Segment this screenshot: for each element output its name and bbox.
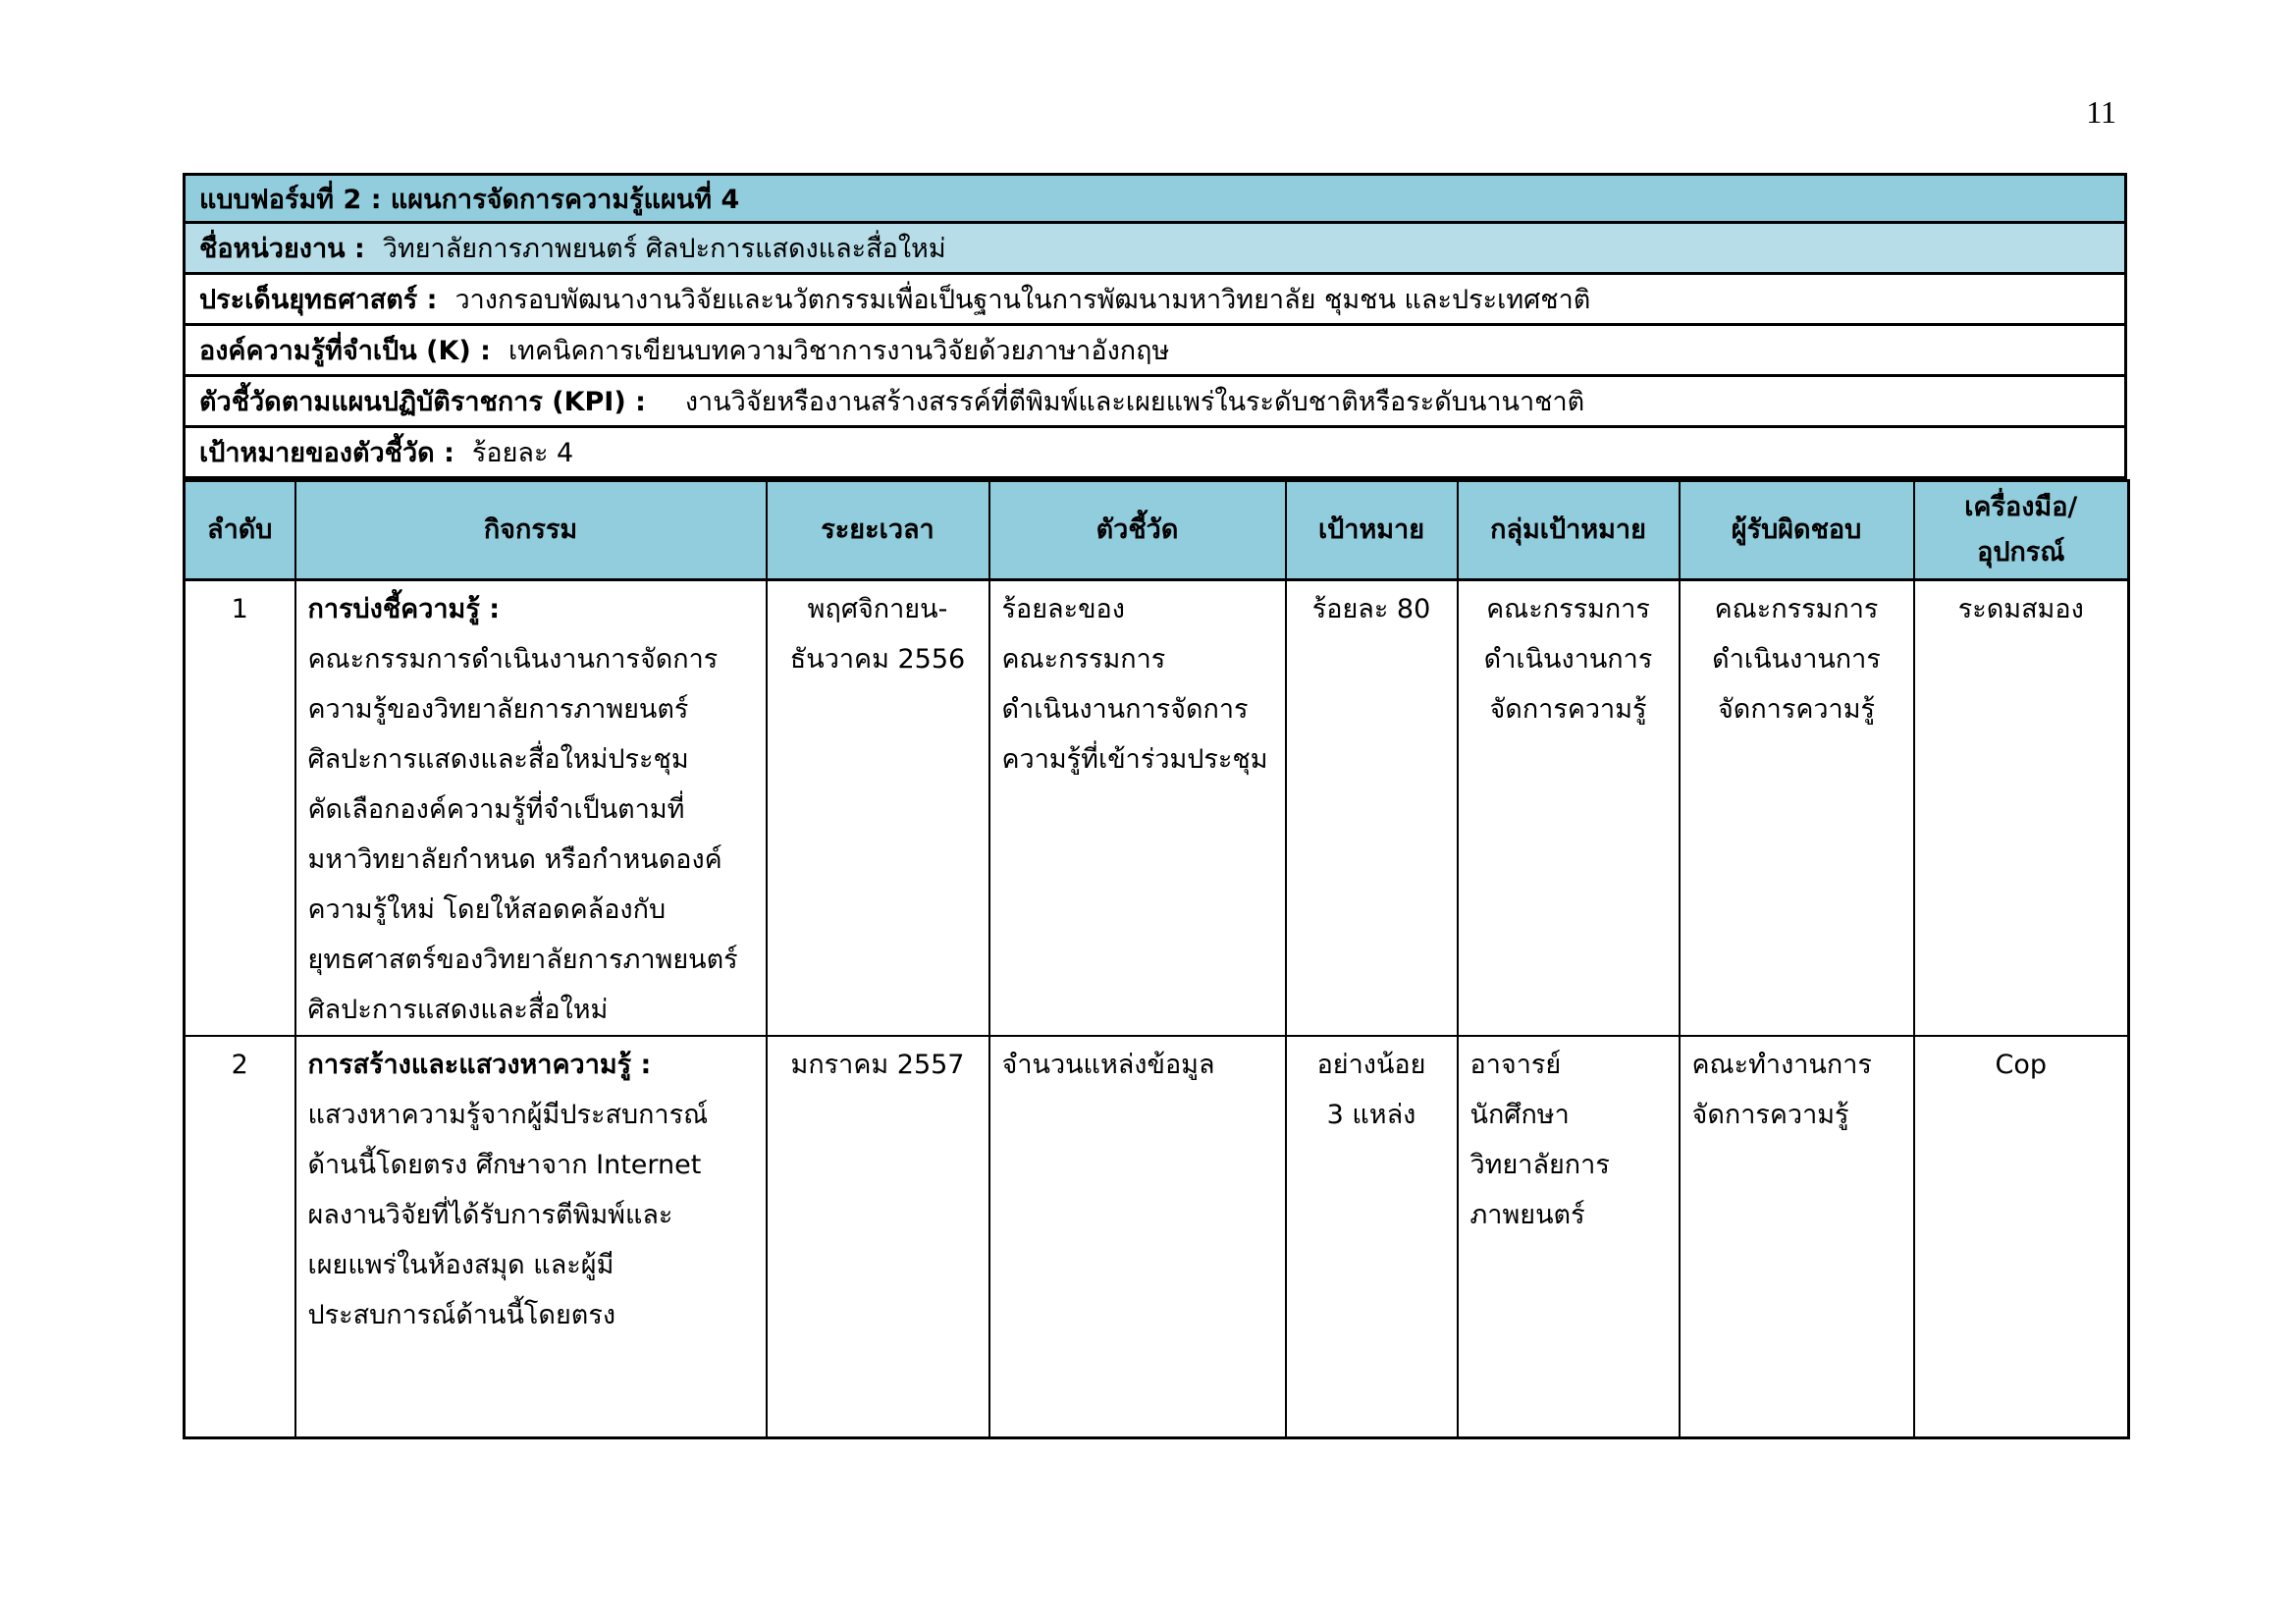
group-line: ดำเนินงานการ [1483,644,1653,675]
header-responsible: ผู้รับผิดชอบ [1680,481,1914,580]
activity-line: ความรู้ของวิทยาลัยการภาพยนตร์ [307,694,689,725]
header-no: ลำดับ [185,481,295,580]
group-line: จัดการความรู้ [1489,694,1647,725]
header-tools [1914,481,2129,580]
activity-line: ด้านนี้โดยตรง ศึกษาจาก Internet [307,1150,702,1180]
tools-line: ระดมสมอง [1957,594,2084,624]
group-line: วิทยาลัยการ [1469,1150,1610,1180]
knowledge-row [183,326,2127,377]
responsible-line: คณะกรรมการ [1714,594,1879,624]
page-number: 11 [2086,94,2116,130]
target-label: เป้าหมายของตัวชี้วัด : [199,438,454,468]
strategy-value: วางกรอบพัฒนางานวิจัยและนวัตกรรมเพื่อเป็นฐานในการพัฒนามหาวิทยาลัย ชุมชน และประเทศชาติ [454,285,1591,315]
unit-label: ชื่อหน่วยงาน : [199,234,365,264]
activity-line: คณะกรรมการดำเนินงานการจัดการ [307,644,719,675]
target-value: ร้อยละ 4 [471,438,574,468]
cell-responsible [1680,580,1914,1037]
responsible-line: จัดการความรู้ [1717,694,1876,725]
activity-line: เผยแพร่ในห้องสมุด และผู้มี [307,1250,614,1280]
kpi-label: ตัวชี้วัดตามแผนปฏิบัติราชการ (KPI) : [199,387,646,417]
form-title-row [183,173,2127,224]
table-row [185,580,2129,1037]
activity-line: มหาวิทยาลัยกำหนด หรือกำหนดองค์ [307,844,722,875]
group-line: นักศึกษา [1469,1100,1570,1130]
activity-line: ความรู้ใหม่ โดยให้สอดคล้องกับ [307,894,667,925]
cell-activity [295,1036,767,1438]
header-period: ระยะเวลา [767,481,989,580]
header-tools-line1: เครื่องมือ/ [1964,492,2078,522]
responsible-line: จัดการความรู้ [1691,1100,1849,1130]
responsible-line: ดำเนินงานการ [1712,644,1881,675]
indicator-line: ความรู้ที่เข้าร่วมประชุม [1001,744,1268,775]
activity-line: ผลงานวิจัยที่ได้รับการตีพิมพ์และ [307,1200,673,1230]
indicator-line: ดำเนินงานการจัดการ [1001,694,1249,725]
activity-line: แสวงหาความรู้จากผู้มีประสบการณ์ [307,1100,709,1130]
group-line: อาจารย์ [1469,1050,1562,1080]
km-plan-form [183,173,2127,1439]
activity-line: ศิลปะการแสดงและสื่อใหม่ [307,995,609,1025]
cell-no: 2 [185,1036,295,1438]
cell-period [767,580,989,1037]
cell-target-group [1458,580,1680,1037]
indicator-line: จำนวนแหล่งข้อมูล [1001,1050,1215,1080]
tools-line: Cop [1995,1050,2047,1080]
cell-responsible [1680,1036,1914,1438]
form-title: แบบฟอร์มที่ 2 : แผนการจัดการความรู้แผนที่ 4 [199,184,740,215]
cell-activity [295,580,767,1037]
kpi-row [183,377,2127,428]
period-line: มกราคม 2557 [790,1050,965,1080]
target-line: อย่างน้อย [1316,1050,1426,1080]
knowledge-label: องค์ความรู้ที่จำเป็น (K) : [199,336,491,366]
activity-line: ยุทธศาสตร์ของวิทยาลัยการภาพยนตร์ [307,945,738,975]
activity-line: ศิลปะการแสดงและสื่อใหม่ประชุม [307,744,689,775]
activities-table [183,479,2130,1439]
activity-line: ประสบการณ์ด้านนี้โดยตรง [307,1300,616,1330]
period-line: พฤศจิกายน- [807,594,948,624]
header-activity: กิจกรรม [295,481,767,580]
cell-target [1286,580,1458,1037]
unit-value: วิทยาลัยการภาพยนตร์ ศิลปะการแสดงและสื่อใหม่ [382,234,946,264]
cell-tools [1914,1036,2129,1438]
header-target-group: กลุ่มเป้าหมาย [1458,481,1680,580]
indicator-line: ร้อยละของ [1001,594,1125,624]
cell-target [1286,1036,1458,1438]
cell-indicator [989,1036,1286,1438]
table-row [185,1036,2129,1438]
unit-row [183,224,2127,275]
activity-title: การบ่งชี้ความรู้ : [307,594,501,624]
period-line: ธันวาคม 2556 [789,644,966,675]
cell-no: 1 [185,580,295,1037]
responsible-line: คณะทำงานการ [1691,1050,1872,1080]
activity-title: การสร้างและแสวงหาความรู้ : [307,1050,652,1080]
group-line: ภาพยนตร์ [1469,1200,1585,1230]
cell-tools [1914,580,2129,1037]
target-row [183,428,2127,479]
target-line: ร้อยละ 80 [1311,594,1431,624]
cell-indicator [989,580,1286,1037]
group-line: คณะกรรมการ [1486,594,1650,624]
cell-period [767,1036,989,1438]
activity-line: คัดเลือกองค์ความรู้ที่จำเป็นตามที่ [307,794,685,825]
header-indicator: ตัวชี้วัด [989,481,1286,580]
cell-target-group [1458,1036,1680,1438]
header-tools-line2: อุปกรณ์ [1977,537,2065,568]
indicator-line: คณะกรรมการ [1001,644,1166,675]
kpi-value: งานวิจัยหรืองานสร้างสรรค์ที่ตีพิมพ์และเผยแพร่ในระดับชาติหรือระดับนานาชาติ [684,387,1585,417]
header-target: เป้าหมาย [1286,481,1458,580]
target-line: 3 แหล่ง [1326,1100,1416,1130]
knowledge-value: เทคนิคการเขียนบทความวิชาการงานวิจัยด้วยภาษาอังกฤษ [507,336,1170,366]
table-header-row [185,481,2129,580]
strategy-row [183,275,2127,326]
strategy-label: ประเด็นยุทธศาสตร์ : [199,285,438,315]
